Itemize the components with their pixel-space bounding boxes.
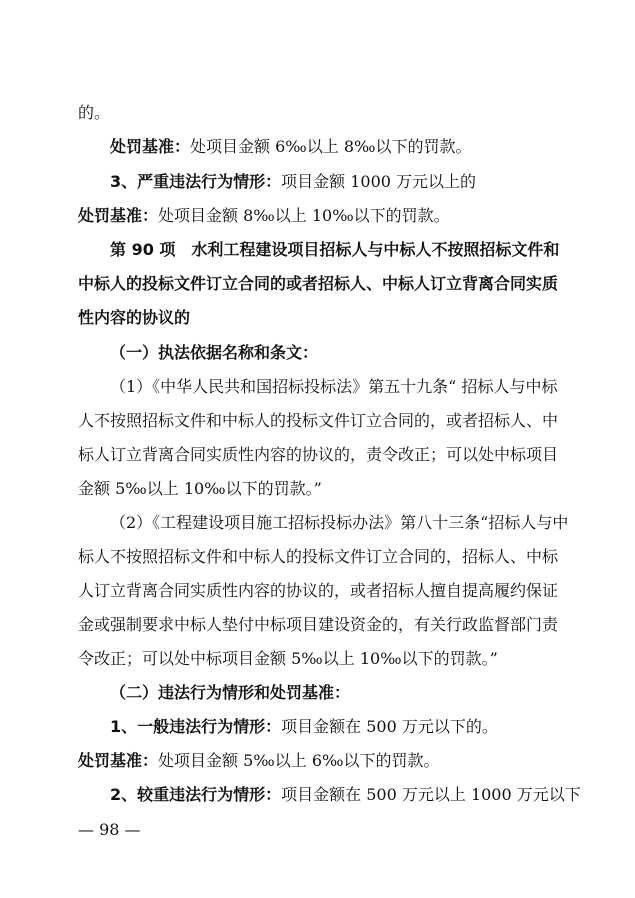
item-heading-line: 性内容的协议的 <box>78 308 191 327</box>
text-line: （2）《工程建设项目施工招标投标办法》第八十三条“招标人与中 <box>110 513 569 532</box>
text-line: 金额 5‰以上 10‰以下的罚款。” <box>78 479 322 498</box>
penalty-standard-line: 处罚基准：处项目金额 8‰以上 10‰以下的罚款。 <box>78 206 450 225</box>
violation-level-line: 2、较重违法行为情形：项目金额在 500 万元以上 1000 万元以下 <box>110 785 581 804</box>
penalty-standard-line: 处罚基准：处项目金额 5‰以上 6‰以下的罚款。 <box>78 751 440 770</box>
violation-level-line: 3、严重违法行为情形：项目金额 1000 万元以上的 <box>110 172 477 191</box>
violation-level-line: 1、一般违法行为情形：项目金额在 500 万元以下的。 <box>110 717 498 736</box>
text-line: 令改正；可以处中标项目金额 5‰以上 10‰以下的罚款。” <box>78 649 498 668</box>
text-line: （1）《中华人民共和国招标投标法》第五十九条“ 招标人与中标 <box>110 377 558 396</box>
item-heading-line: 第 90 项 水利工程建设项目招标人与中标人不按照招标文件和 <box>110 240 560 259</box>
section-heading: （二）违法行为情形和处罚基准： <box>110 683 351 702</box>
text-line: 金或强制要求中标人垫付中标项目建设资金的，有关行政监督部门责 <box>78 615 559 634</box>
text-line: 的。 <box>78 103 111 122</box>
item-heading-line: 中标人的投标文件订立合同的或者招标人、中标人订立背离合同实质 <box>78 274 559 293</box>
text-line: 标人订立背离合同实质性内容的协议的，责令改正；可以处中标项目 <box>78 445 559 464</box>
text-line: 人订立背离合同实质性内容的协议的，或者招标人擅自提高履约保证 <box>78 581 559 600</box>
penalty-standard-line: 处罚基准：处项目金额 6‰以上 8‰以下的罚款。 <box>110 137 472 156</box>
text-line: 人不按照招标文件和中标人的投标文件订立合同的，或者招标人、中 <box>78 411 559 430</box>
page-number: — 98 — <box>78 820 141 839</box>
text-line: 标人不按照招标文件和中标人的投标文件订立合同的，招标人、中标 <box>78 547 559 566</box>
section-heading: （一）执法依据名称和条文： <box>110 343 319 362</box>
